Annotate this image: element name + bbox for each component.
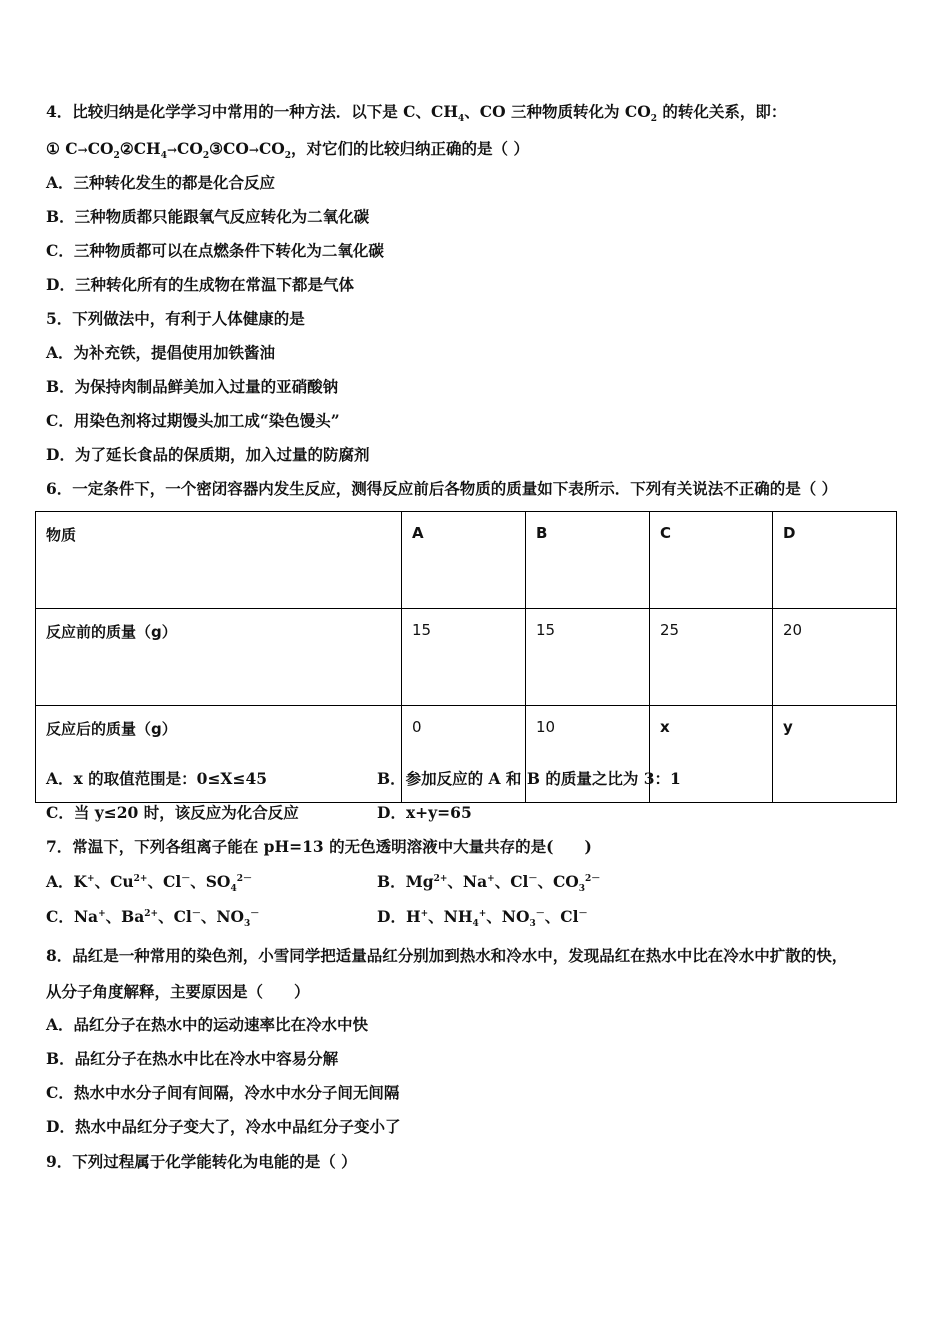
q5-option-a: A．为补充铁，提倡使用加铁酱油 bbox=[46, 343, 276, 362]
q8-stem-line1: 8．品红是一种常用的染色剂，小雪同学把适量品红分别加到热水和冷水中，发现品红在热水中比在冷水中扩散的快， bbox=[46, 946, 848, 965]
table-row-label: 反应后的质量（g） bbox=[36, 706, 402, 803]
q7-option-a: A．K+、$Cu^{2+}$、Cl－、$SO_4^{2-}$ bbox=[46, 872, 252, 895]
table-cell: 25 bbox=[650, 609, 773, 706]
q4-option-c: C．三种物质都可以在点燃条件下转化为二氧化碳 bbox=[46, 241, 384, 260]
q8-option-a: A．品红分子在热水中的运动速率比在冷水中快 bbox=[46, 1015, 369, 1034]
q5-option-d: D．为了延长食品的保质期，加入过量的防腐剂 bbox=[46, 445, 370, 464]
table-cell: y bbox=[773, 706, 897, 803]
q6-mass-table bbox=[35, 511, 897, 803]
table-cell: 10 bbox=[526, 706, 650, 803]
table-cell: 0 bbox=[402, 706, 526, 803]
q8-option-c: C．热水中水分子间有间隔，冷水中水分子间无间隔 bbox=[46, 1083, 400, 1102]
q4-option-d: D．三种转化所有的生成物在常温下都是气体 bbox=[46, 275, 354, 294]
table-cell: x bbox=[650, 706, 773, 803]
table-row bbox=[36, 609, 897, 706]
q9-stem: 9．下列过程属于化学能转化为电能的是（ ） bbox=[46, 1152, 357, 1171]
q6-option-d: D．x+y=65 bbox=[377, 803, 472, 822]
q7-option-c: C．Na+、$Ba^{2+}$、Cl－、$NO_3^-$ bbox=[46, 907, 260, 930]
q6-stem: 6．一定条件下，一个密闭容器内发生反应，测得反应前后各物质的质量如下表所示．下列有关说法不正确的是（ ） bbox=[46, 479, 838, 498]
q7-option-b: B．$Mg^{2+}$、Na+、Cl－、$CO_3^{2-}$ bbox=[377, 872, 601, 895]
q4-option-b: B．三种物质都只能跟氧气反应转化为二氧化碳 bbox=[46, 207, 370, 226]
table-header-row bbox=[36, 512, 897, 609]
table-cell: 15 bbox=[402, 609, 526, 706]
table-header-cell: C bbox=[650, 512, 773, 609]
table-row-label: 反应前的质量（g） bbox=[36, 609, 402, 706]
table-cell: 20 bbox=[773, 609, 897, 706]
q4-stem-line2: ① $C\to CO_2②CH_4\to CO_2③CO\to CO_2$，对它们的比较归纳正确的是（ ） bbox=[46, 139, 529, 162]
q5-option-c: C．用染色剂将过期馒头加工成“染色馒头” bbox=[46, 411, 340, 430]
table-header-cell: D bbox=[773, 512, 897, 609]
table-header-cell: B bbox=[526, 512, 650, 609]
table-cell: 15 bbox=[526, 609, 650, 706]
q5-option-b: B．为保持肉制品鲜美加入过量的亚硝酸钠 bbox=[46, 377, 339, 396]
q7-option-d: D．H+、$NH_4^+$、$NO_3^-$、Cl－ bbox=[377, 907, 588, 930]
q8-stem-line2: 从分子角度解释，主要原因是（ ） bbox=[46, 982, 310, 1001]
q4-stem: 4．比较归纳是化学学习中常用的一种方法．以下是 C、$CH_4$、CO 三种物质转化为 $CO_2$ 的转化关系，即： bbox=[46, 102, 787, 125]
q6-option-a: A．x 的取值范围是：0≤X≤45 bbox=[46, 769, 268, 788]
q8-option-d: D．热水中品红分子变大了，冷水中品红分子变小了 bbox=[46, 1117, 401, 1136]
q4-option-a: A．三种转化发生的都是化合反应 bbox=[46, 173, 276, 192]
q6-option-c: C．当 y≤20 时，该反应为化合反应 bbox=[46, 803, 299, 822]
q6-option-b: B．参加反应的 A 和 B 的质量之比为 3：1 bbox=[377, 769, 681, 788]
q8-option-b: B．品红分子在热水中比在冷水中容易分解 bbox=[46, 1049, 339, 1068]
table-header-cell: 物质 bbox=[36, 512, 402, 609]
q5-stem: 5．下列做法中，有利于人体健康的是 bbox=[46, 309, 305, 328]
table-header-cell: A bbox=[402, 512, 526, 609]
q7-stem: 7．常温下，下列各组离子能在 pH=13 的无色透明溶液中大量共存的是( ) bbox=[46, 837, 592, 856]
